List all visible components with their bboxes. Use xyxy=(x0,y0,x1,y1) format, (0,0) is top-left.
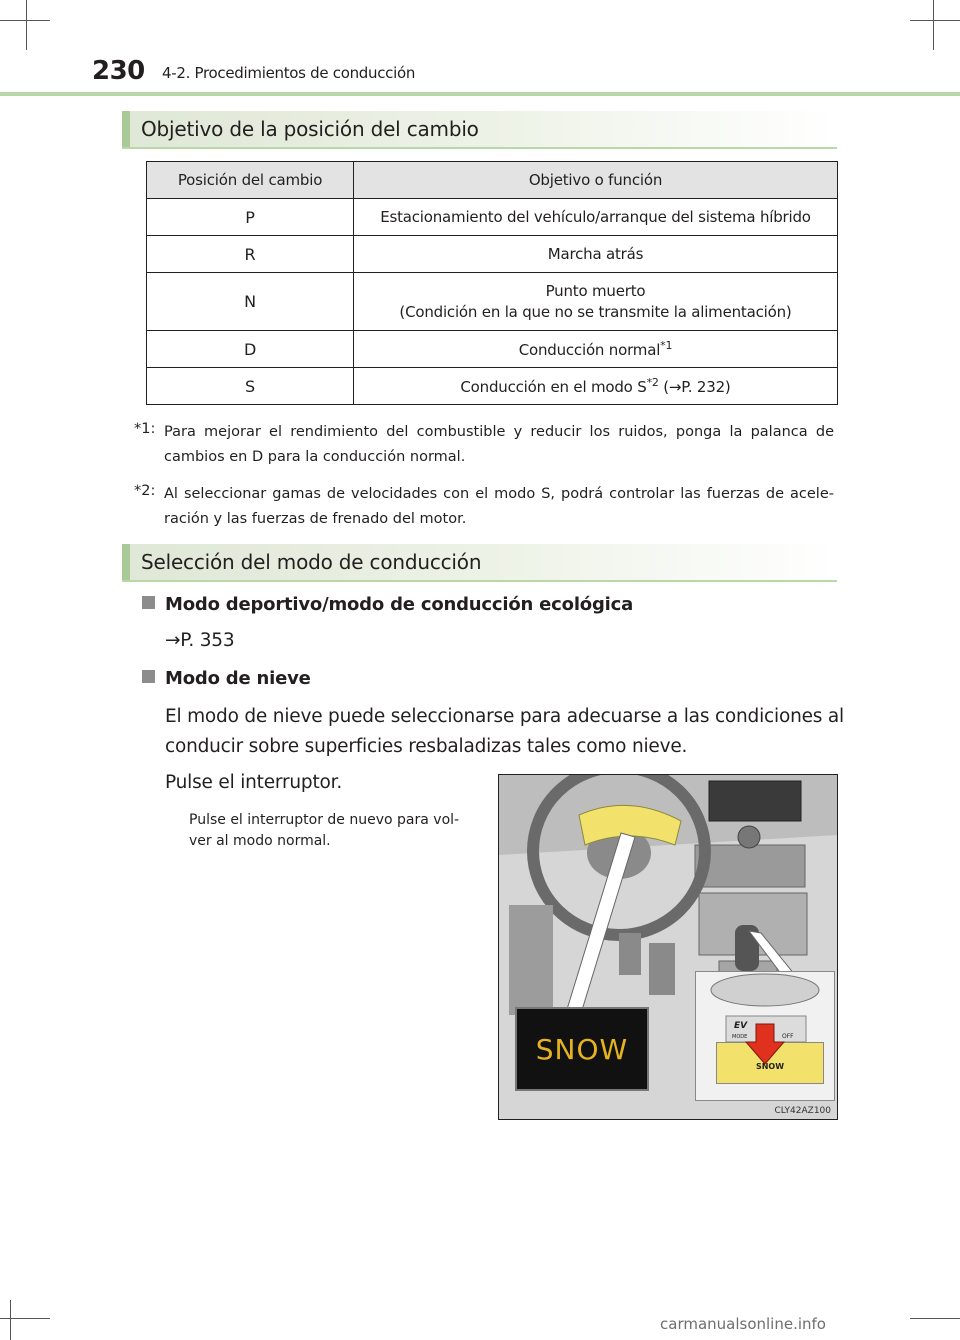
function-line: Punto muerto xyxy=(545,281,646,300)
crop-mark xyxy=(0,1318,50,1319)
shift-position-table xyxy=(146,161,838,405)
footnote xyxy=(134,482,834,532)
crop-mark xyxy=(933,0,934,50)
table-row xyxy=(147,273,838,331)
footnote-text: Para mejorar el rendimiento del combustible y reducir los ruidos, ponga la palanca de cambios en D para la conducción normal. xyxy=(164,424,834,465)
table-row xyxy=(147,236,838,273)
body-line: conducir sobre superficies resbaladizas tales como nieve. xyxy=(165,736,688,757)
ev-label: EV xyxy=(734,1021,748,1031)
crop-mark xyxy=(910,1318,960,1319)
heading-accent-bar xyxy=(122,111,130,147)
table-header-row xyxy=(147,162,838,199)
function-cell: Estacionamiento del vehículo/arranque del sistema híbrido xyxy=(354,199,838,236)
watermark: carmanualsonline.info xyxy=(660,1315,826,1333)
position-cell: P xyxy=(147,199,354,236)
section-title: Selección del modo de conducción xyxy=(141,550,482,574)
chapter-title: 4-2. Procedimientos de conducción xyxy=(162,64,416,82)
section-title: Objetivo de la posición del cambio xyxy=(141,117,479,141)
footnote-mark: *2: xyxy=(134,483,156,499)
dashboard-illustration xyxy=(498,774,838,1120)
snow-button-label: SNOW xyxy=(755,1062,785,1071)
table-row xyxy=(147,368,838,405)
function-cell xyxy=(354,273,838,331)
crop-mark xyxy=(26,0,27,50)
snow-mode-display xyxy=(515,1007,649,1091)
sub-instruction-line: ver al modo normal. xyxy=(189,833,331,849)
heading-accent-bar xyxy=(122,544,130,580)
square-bullet-icon xyxy=(142,596,155,609)
page-reference: (→P. 232) xyxy=(658,378,731,396)
figure-code: CLY42AZ100 xyxy=(774,1106,831,1116)
table-row xyxy=(147,199,838,236)
subheading-text: Modo de nieve xyxy=(165,668,311,689)
section-heading-shift-position xyxy=(122,111,837,149)
footnote-ref: *1 xyxy=(660,339,673,352)
square-bullet-icon xyxy=(142,670,155,683)
function-line: (Condición en la que no se transmite la alimentación) xyxy=(399,302,792,321)
section-heading-drive-mode xyxy=(122,544,837,582)
footnote-text: Al seleccionar gamas de velocidades con el modo S, podrá controlar las fuerzas de acele-ración y las fuerzas de frenado del motor. xyxy=(164,486,834,527)
function-cell: Marcha atrás xyxy=(354,236,838,273)
function-text: Conducción normal xyxy=(518,341,661,359)
page-reference-link[interactable]: →P. 353 xyxy=(165,630,235,651)
header-rule xyxy=(0,92,960,96)
crop-mark xyxy=(910,20,960,21)
page-number: 230 xyxy=(92,56,145,86)
footnote-ref: *2 xyxy=(646,376,659,389)
subheading-snow-mode xyxy=(142,668,311,689)
position-cell: R xyxy=(147,236,354,273)
sub-instruction-line: Pulse el interruptor de nuevo para vol- xyxy=(189,812,460,828)
crop-mark xyxy=(10,1300,11,1340)
function-text: Conducción en el modo S xyxy=(460,378,647,396)
press-arrow-icon xyxy=(696,972,834,1100)
footnote-mark: *1: xyxy=(134,421,156,437)
position-cell: D xyxy=(147,331,354,368)
instruction-text: Pulse el interruptor. xyxy=(165,772,343,793)
function-cell xyxy=(354,331,838,368)
off-label: OFF xyxy=(782,1033,794,1040)
footnote xyxy=(134,420,834,470)
position-cell: N xyxy=(147,273,354,331)
position-cell: S xyxy=(147,368,354,405)
subheading-sport-eco xyxy=(142,594,633,615)
column-header: Posición del cambio xyxy=(147,162,354,199)
display-text: SNOW xyxy=(535,1033,629,1066)
ev-sub-label: MODE xyxy=(732,1034,748,1040)
table-row xyxy=(147,331,838,368)
switch-inset xyxy=(695,971,835,1101)
crop-mark xyxy=(0,20,50,21)
body-line: El modo de nieve puede seleccionarse para adecuarse a las condiciones al xyxy=(165,706,844,727)
function-cell xyxy=(354,368,838,405)
subheading-text: Modo deportivo/modo de conducción ecológica xyxy=(165,594,634,615)
column-header: Objetivo o función xyxy=(354,162,838,199)
